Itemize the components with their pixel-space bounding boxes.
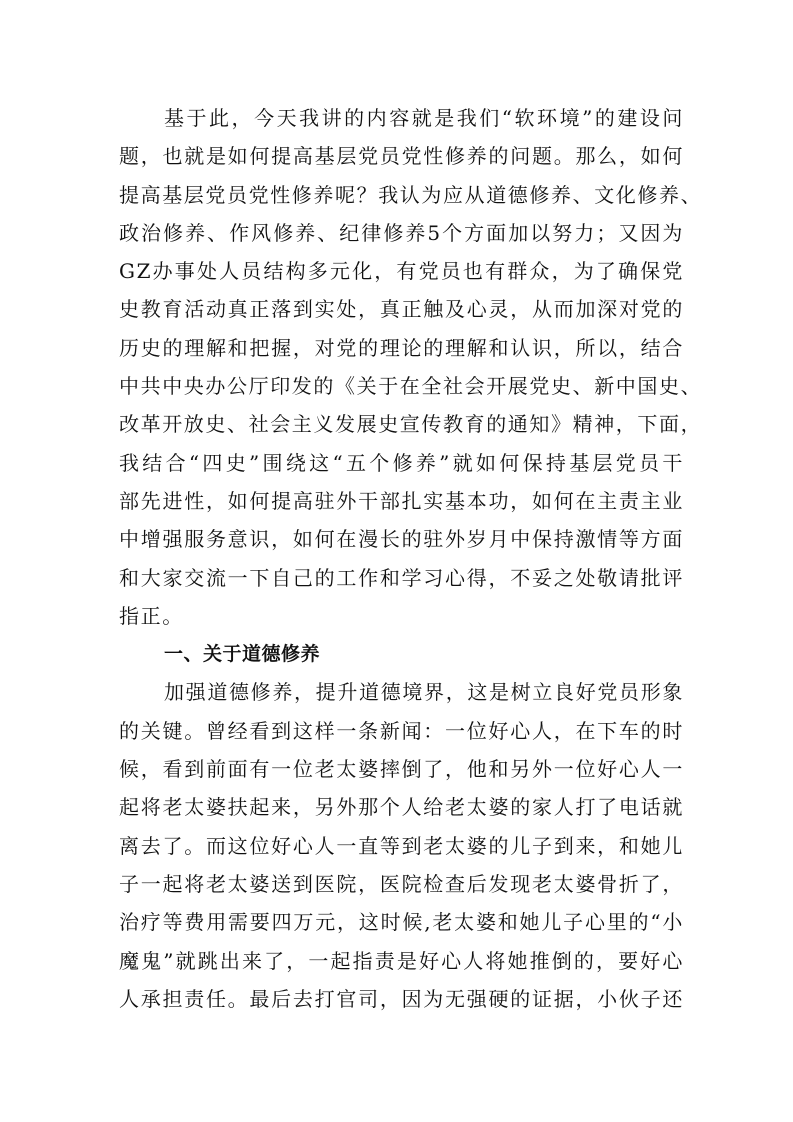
text-line: 起将老太婆扶起来，另外那个人给老太婆的家人打了电话就 [119,795,684,820]
text-line: 题，也就是如何提高基层党员党性修养的问题。那么，如何 [119,144,684,169]
text-line: 提高基层党员党性修养呢？我认为应从道德修养、文化修养、 [119,182,703,207]
text-line: 改革开放史、社会主义发展史宣传教育的通知》精神，下面， [119,412,703,437]
body-paragraph-moral [119,673,684,1018]
text-line: 魔鬼”就跳出来了，一起指责是好心人将她推倒的，要好心 [119,948,684,973]
body-paragraph-intro [119,99,703,635]
text-line: 基于此，今天我讲的内容就是我们“软环境”的建设问 [164,106,684,130]
section-heading: 一、关于道德修养 [164,643,321,666]
text-line: 部先进性，如何提高驻外干部扎实基本功，如何在主责主业 [119,488,684,513]
document-page [119,99,703,1018]
text-line: 离去了。而这位好心人一直等到老太婆的儿子到来，和她儿 [119,833,684,858]
text-line: 史教育活动真正落到实处，真正触及心灵，从而加深对党的 [119,297,684,322]
text-line: 加强道德修养，提升道德境界，这是树立良好党员形象 [164,680,684,705]
text-line: 政治修养、作风修养、纪律修养5个方面加以努力；又因为 [119,220,684,245]
text-line: 人承担责任。最后去打官司，因为无强硬的证据，小伙子还 [119,986,684,1011]
text-line: 治疗等费用需要四万元，这时候,老太婆和她儿子心里的“小 [119,910,684,935]
text-line: 历史的理解和把握，对党的理论的理解和认识，所以，结合 [119,335,684,360]
text-line: 中增强服务意识，如何在漫长的驻外岁月中保持激情等方面 [119,527,684,552]
text-line: GZ办事处人员结构多元化，有党员也有群众，为了确保党 [119,259,684,284]
text-line: 和大家交流一下自己的工作和学习心得，不妥之处敬请批评 [119,565,684,590]
text-line: 候，看到前面有一位老太婆摔倒了，他和另外一位好心人一 [119,757,684,782]
text-line: 中共中央办公厅印发的《关于在全社会开展党史、新中国史、 [119,374,703,399]
text-line: 的关键。曾经看到这样一条新闻：一位好心人，在下车的时 [119,718,684,743]
text-line: 子一起将老太婆送到医院，医院检查后发现老太婆骨折了， [119,871,684,896]
text-line: 我结合“四史”围绕这“五个修养”就如何保持基层党员干 [119,450,684,475]
text-line: 指正。 [119,603,184,628]
